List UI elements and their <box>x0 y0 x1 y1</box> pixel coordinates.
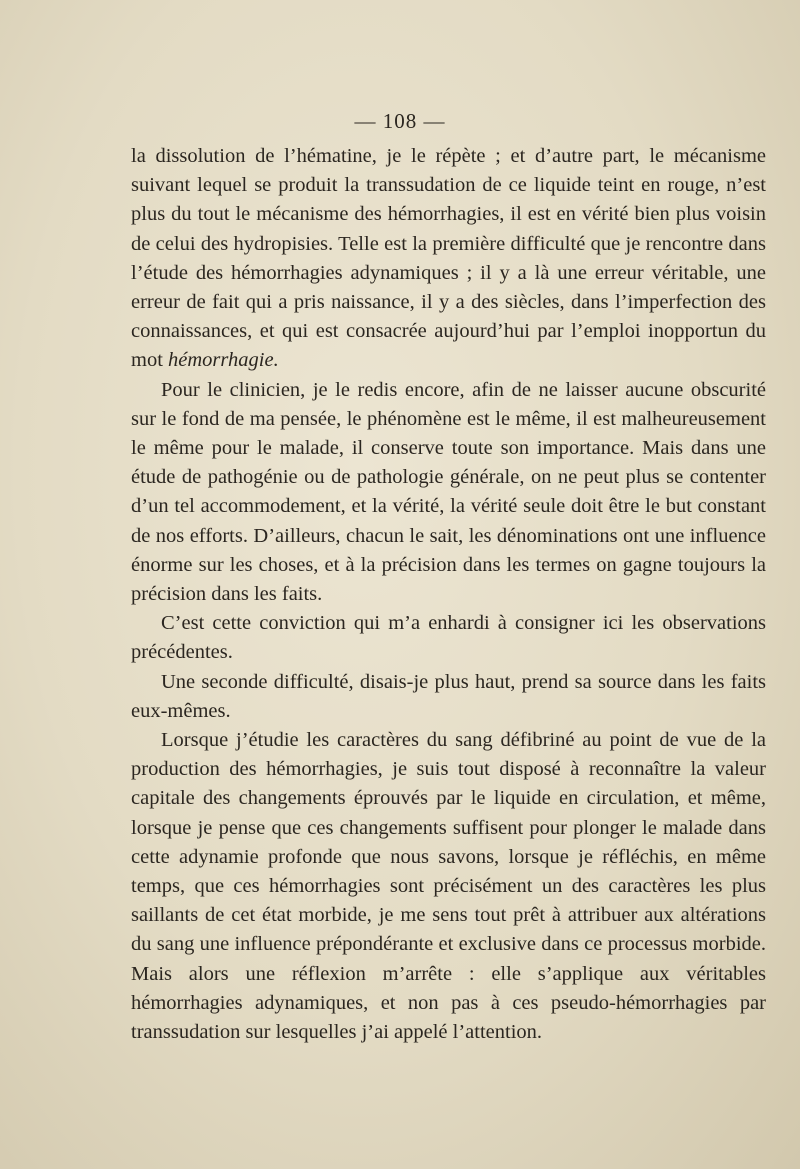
paragraph-1 <box>131 142 766 376</box>
page-number: — 108 — <box>354 109 446 133</box>
paragraph-3: C’est cette conviction qui m’a enhardi à consigner ici les observations précédentes. <box>131 612 766 664</box>
emphasized-word: hémorrhagie. <box>168 349 279 372</box>
body-text <box>131 142 766 1047</box>
paragraph-4: Une seconde difficulté, disais-je plus haut, prend sa source dans les faits eux-mêmes. <box>131 670 766 722</box>
paragraph-1-text: la dissolution de l’hématine, je le répète ; et d’autre part, le mécanisme suivant lequel se produit la transsudation de ce liquide teint en rouge, n’est plus du tout le mécanisme des hémorrhagies, il est en vérité bien plus voisin de celui des hydropisies. Telle est la première difficulté que je rencontre dans l’étude des hémorrhagies adynamiques ; il y a là une erreur véritable, une erreur de fait qui a pris naissance, il y a des siècles, dans l’imperfection des connaissances, et qui est consacrée aujourd’hui par l’emploi inopportun du mot <box>131 145 766 372</box>
paragraph-5: Lorsque j’étudie les caractères du sang défibriné au point de vue de la production des hémorrhagies, je suis tout disposé à reconnaître la valeur capitale des changements éprouvés par le liquide en circulation, et même, lorsque je pense que ces changements suffisent pour plonger le malade dans cette adynamie profonde que nous savons, lorsque je réfléchis, en même temps, que ces hémorrhagies sont précisément un des caractères les plus saillants de cet état morbide, je me sens tout prêt à attribuer aux altérations du sang une influence prépondérante et exclusive dans ce processus morbide. Mais alors une réflexion m’arrête : elle s’applique aux véritables hémorrhagies adynamiques, et non pas à ces pseudo-hémorrhagies par transsudation sur lesquelles j’ai appelé l’attention. <box>131 729 766 1044</box>
paragraph-2: Pour le clinicien, je le redis encore, afin de ne laisser aucune obscurité sur le fond de ma pensée, le phénomène est le même, il est malheureusement le même pour le malade, il conserve toute son importance. Mais dans une étude de pathogénie ou de pathologie générale, on ne peut plus se contenter d’un tel accommodement, et la vérité, la vérité seule doit être le but constant de nos efforts. D’ailleurs, chacun le sait, les dénominations ont une influence énorme sur les choses, et à la précision dans les termes on gagne toujours la précision dans les faits. <box>131 378 766 606</box>
